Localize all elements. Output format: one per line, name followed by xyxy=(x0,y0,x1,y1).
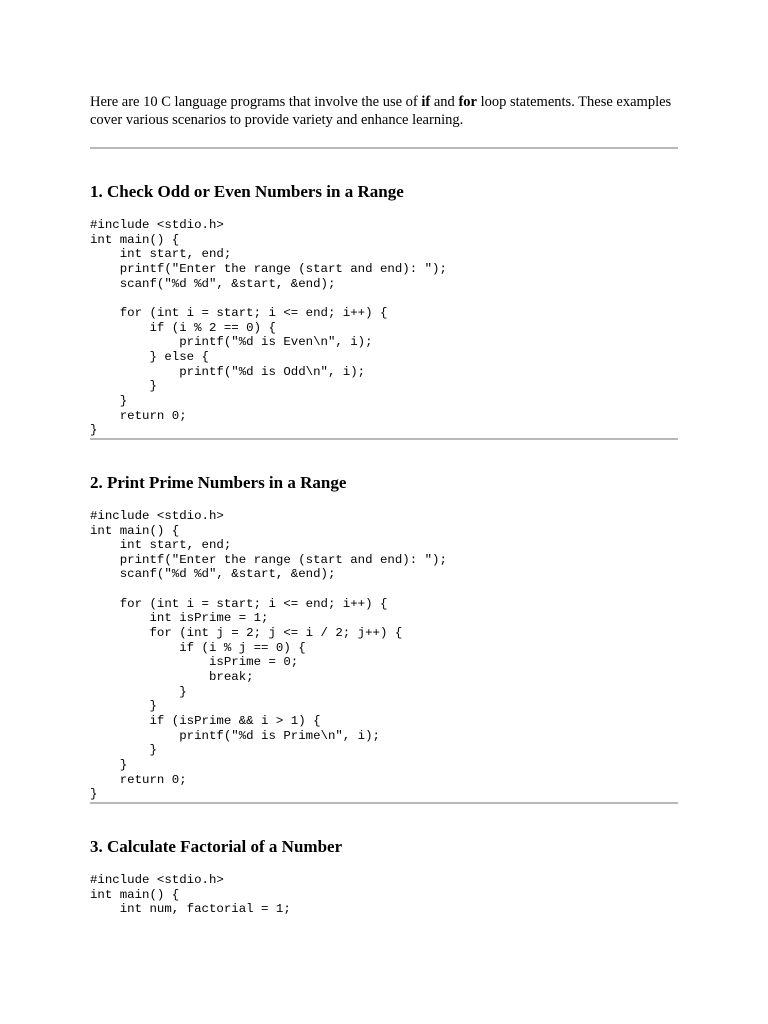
horizontal-rule xyxy=(90,802,678,804)
section-title-3: 3. Calculate Factorial of a Number xyxy=(90,836,343,856)
intro-paragraph xyxy=(90,93,678,129)
document-body xyxy=(90,93,678,917)
section-title-2: 2. Print Prime Numbers in a Range xyxy=(90,472,347,492)
horizontal-rule xyxy=(90,438,678,440)
intro-bold-if: if xyxy=(421,94,431,110)
intro-text-1: Here are 10 C language programs that involve the use of xyxy=(90,94,422,110)
code-block-2: #include <stdio.h> int main() { int start, end; printf("Enter the range (start and end): "); scanf("%d %d", &start, &end); for (int i = start; i <= end; i++) { int isPrime = 1; for (int j = 2; j <= i / 2; j++) { if (i % j == 0) { isPrime = 0; break; } } if (isPrime && i > 1) { printf("%d is Prime\n", i); } } return 0; } xyxy=(90,508,447,802)
intro-bold-for: for xyxy=(458,94,477,110)
horizontal-rule xyxy=(90,147,678,149)
section-title-1: 1. Check Odd or Even Numbers in a Range xyxy=(90,182,404,201)
code-block-3: #include <stdio.h> int main() { int num, factorial = 1; xyxy=(90,872,291,917)
intro-text-3: loop statements. These examples cover various scenarios to provide variety and enhance learning. xyxy=(90,94,672,128)
code-block-1: #include <stdio.h> int main() { int start, end; printf("Enter the range (start and end): "); scanf("%d %d", &start, &end); for (int i = start; i <= end; i++) { if (i % 2 == 0) { printf("%d is Even\n", i); } else { printf("%d is Odd\n", i); } } return 0; } xyxy=(90,218,447,438)
intro-text-2: and xyxy=(430,94,459,110)
